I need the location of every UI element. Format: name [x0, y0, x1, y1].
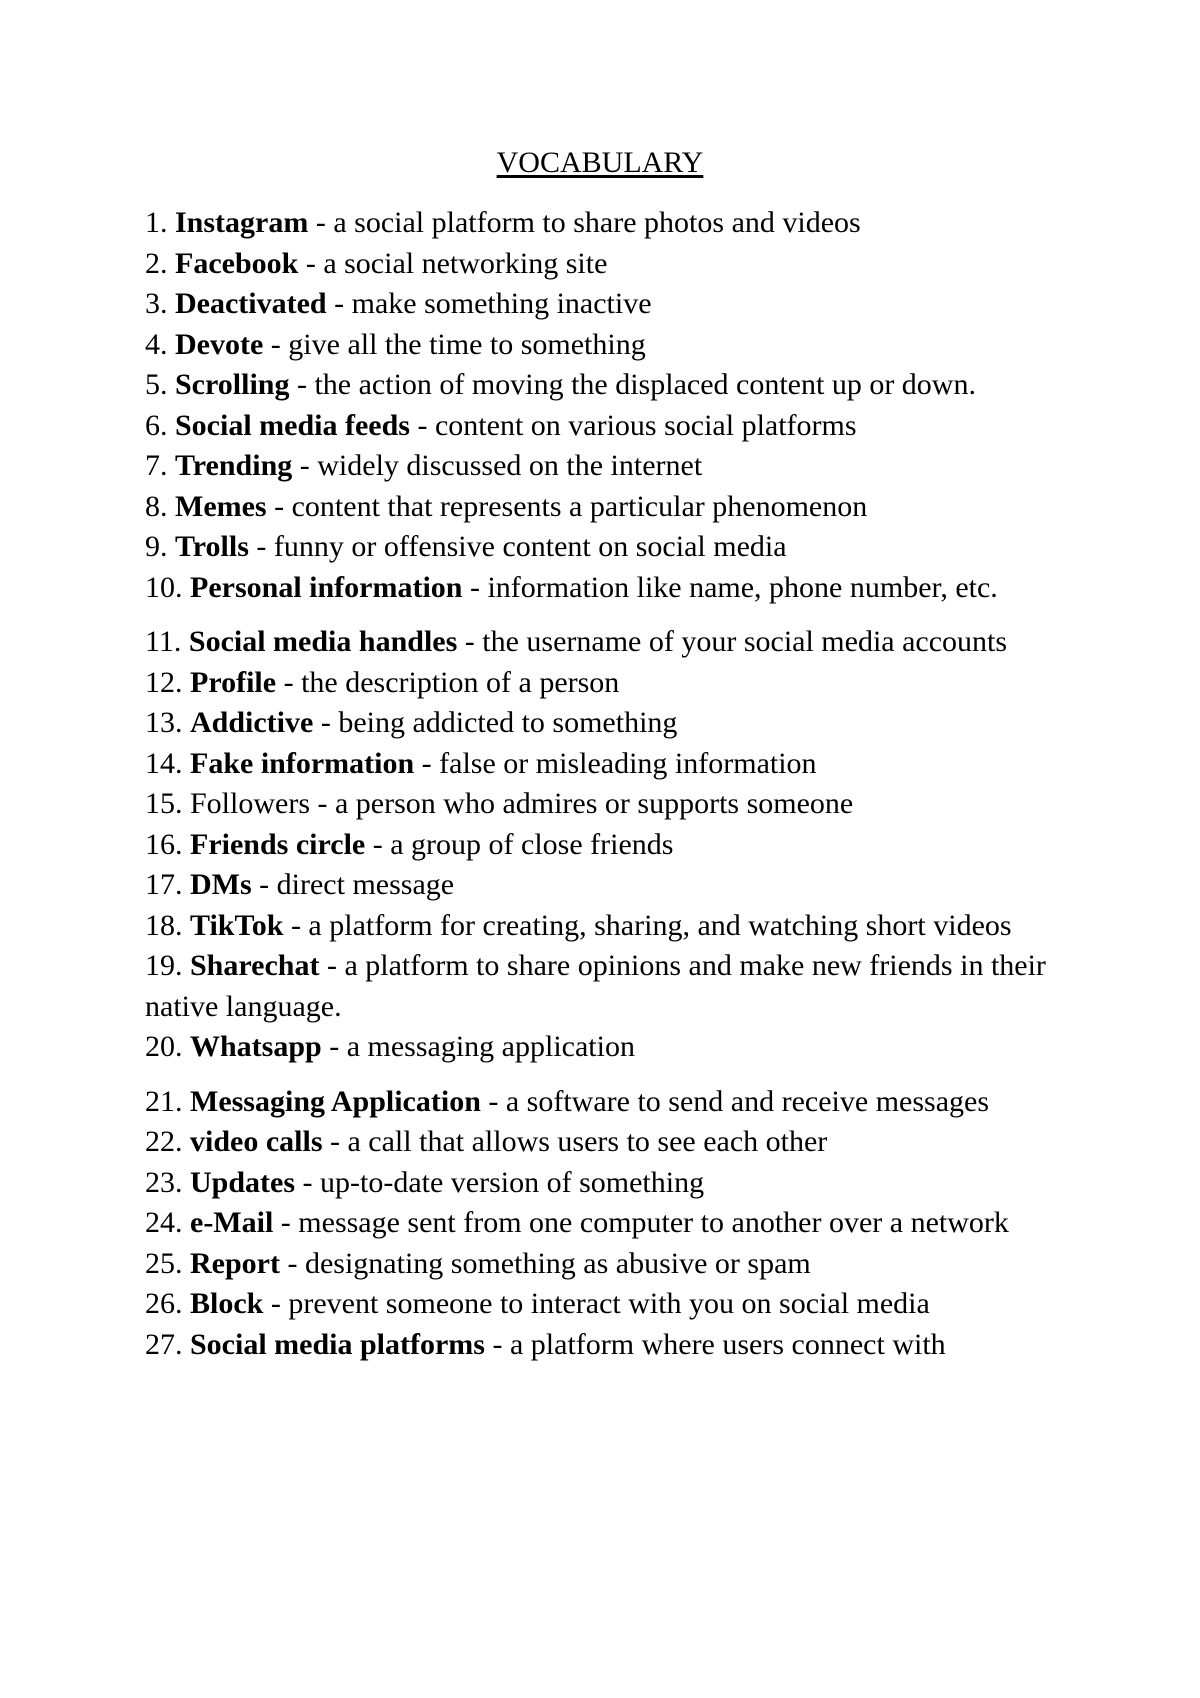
item-number: 20. [145, 1030, 183, 1063]
list-item [145, 325, 1090, 366]
list-item [145, 622, 1090, 663]
list-item [145, 1203, 1090, 1244]
item-number: 8. [145, 489, 168, 523]
list-item [145, 1027, 1090, 1068]
item-term: Whatsapp [190, 1030, 322, 1063]
item-number: 5. [145, 368, 168, 401]
item-number: 13. [145, 706, 183, 739]
item-definition: - direct message [251, 868, 455, 901]
item-number: 1. [145, 206, 168, 239]
item-number: 18. [145, 908, 183, 942]
list-item [145, 1163, 1090, 1204]
item-definition: - the description of a person [276, 665, 620, 699]
item-definition: - a social platform to share photos and videos [308, 206, 861, 239]
item-number: 9. [145, 530, 168, 563]
item-term: Social media handles [188, 625, 458, 658]
item-term: Profile [190, 665, 277, 699]
list-item [145, 1122, 1090, 1163]
item-term: TikTok [190, 908, 284, 942]
item-number: 11. [145, 625, 182, 658]
item-definition: - content on various social platforms [409, 408, 857, 442]
list-item [145, 284, 1090, 325]
item-definition: - prevent someone to interact with you on social media [263, 1287, 930, 1320]
item-number: 21. [145, 1084, 183, 1118]
vocabulary-list [145, 203, 1090, 1365]
item-term: Facebook [175, 246, 299, 280]
item-term: Trolls [175, 530, 249, 563]
item-definition: - a call that allows users to see each other [322, 1125, 828, 1158]
item-term: Messaging Application [190, 1084, 481, 1118]
item-definition: - message sent from one computer to another over a network [273, 1206, 1009, 1239]
item-number: 26. [145, 1287, 183, 1320]
item-number: 14. [145, 746, 183, 780]
list-item [145, 1082, 1090, 1123]
list-item [145, 784, 1090, 825]
list-item [145, 244, 1090, 285]
list-item [145, 568, 1090, 609]
item-term: Addictive [190, 706, 314, 739]
list-item [145, 406, 1090, 447]
item-definition: - designating something as abusive or spam [279, 1246, 811, 1280]
item-term: Report [190, 1246, 280, 1280]
item-number: 22. [145, 1125, 183, 1158]
item-definition: - the action of moving the displaced content up or down. [289, 368, 976, 401]
item-term: Fake information [190, 746, 415, 780]
item-definition: - make something inactive [326, 287, 652, 320]
item-definition: - content that represents a particular phenomenon [266, 489, 868, 523]
item-term: DMs [190, 868, 252, 901]
item-term: e-Mail [190, 1206, 274, 1239]
item-number: 27. [145, 1327, 183, 1361]
item-definition: - a platform to share opinions and make new friends in their native language. [145, 949, 1046, 1023]
item-number: 7. [145, 449, 168, 482]
item-definition: - false or misleading information [414, 746, 817, 780]
item-term: Social media feeds [175, 408, 410, 442]
list-item [145, 744, 1090, 785]
item-term: Trending [175, 449, 293, 482]
list-item [145, 487, 1090, 528]
item-number: 17. [145, 868, 183, 901]
item-definition: - give all the time to something [263, 327, 646, 361]
item-term: Personal information [190, 570, 463, 604]
item-definition: - a platform where users connect with [484, 1327, 946, 1361]
list-item [145, 1325, 1090, 1366]
item-number: 3. [145, 287, 168, 320]
item-definition: - up-to-date version of something [295, 1165, 705, 1199]
item-number: 19. [145, 949, 183, 982]
item-term: Instagram [175, 206, 309, 239]
item-term: Devote [175, 327, 264, 361]
item-number: 25. [145, 1246, 183, 1280]
item-definition: Followers - a person who admires or supports someone [190, 787, 854, 820]
list-item [145, 365, 1090, 406]
item-definition: - a platform for creating, sharing, and watching short videos [283, 908, 1012, 942]
item-definition: - a messaging application [321, 1030, 635, 1063]
list-item [145, 825, 1090, 866]
item-number: 24. [145, 1206, 183, 1239]
list-item [145, 203, 1090, 244]
item-definition: - a group of close friends [365, 827, 674, 861]
item-number: 10. [145, 570, 183, 604]
list-item [145, 906, 1090, 947]
list-item [145, 663, 1090, 704]
item-definition: - widely discussed on the internet [292, 449, 703, 482]
list-item [145, 865, 1090, 906]
item-definition: - funny or offensive content on social media [248, 530, 787, 563]
list-item [145, 446, 1090, 487]
list-item [145, 527, 1090, 568]
list-item [145, 946, 1090, 1027]
item-term: Social media platforms [190, 1327, 485, 1361]
list-item [145, 1284, 1090, 1325]
item-number: 16. [145, 827, 183, 861]
item-term: Updates [190, 1165, 296, 1199]
item-number: 2. [145, 246, 168, 280]
item-number: 12. [145, 665, 183, 699]
item-term: Memes [175, 489, 267, 523]
item-term: Deactivated [175, 287, 327, 320]
item-term: video calls [190, 1125, 323, 1158]
item-definition: - the username of your social media accounts [457, 625, 1008, 658]
list-item [145, 703, 1090, 744]
item-definition: - a social networking site [298, 246, 608, 280]
item-term: Scrolling [175, 368, 290, 401]
item-definition: - being addicted to something [313, 706, 678, 739]
item-definition: - information like name, phone number, etc. [462, 570, 998, 604]
item-term: Block [190, 1287, 264, 1320]
item-number: 6. [145, 408, 168, 442]
list-item [145, 1244, 1090, 1285]
item-number: 4. [145, 327, 168, 361]
item-term: Friends circle [190, 827, 366, 861]
item-definition: - a software to send and receive messages [480, 1084, 989, 1118]
item-number: 15. [145, 787, 183, 820]
item-number: 23. [145, 1165, 183, 1199]
item-term: Sharechat [190, 949, 320, 982]
page-title: VOCABULARY [496, 146, 704, 179]
